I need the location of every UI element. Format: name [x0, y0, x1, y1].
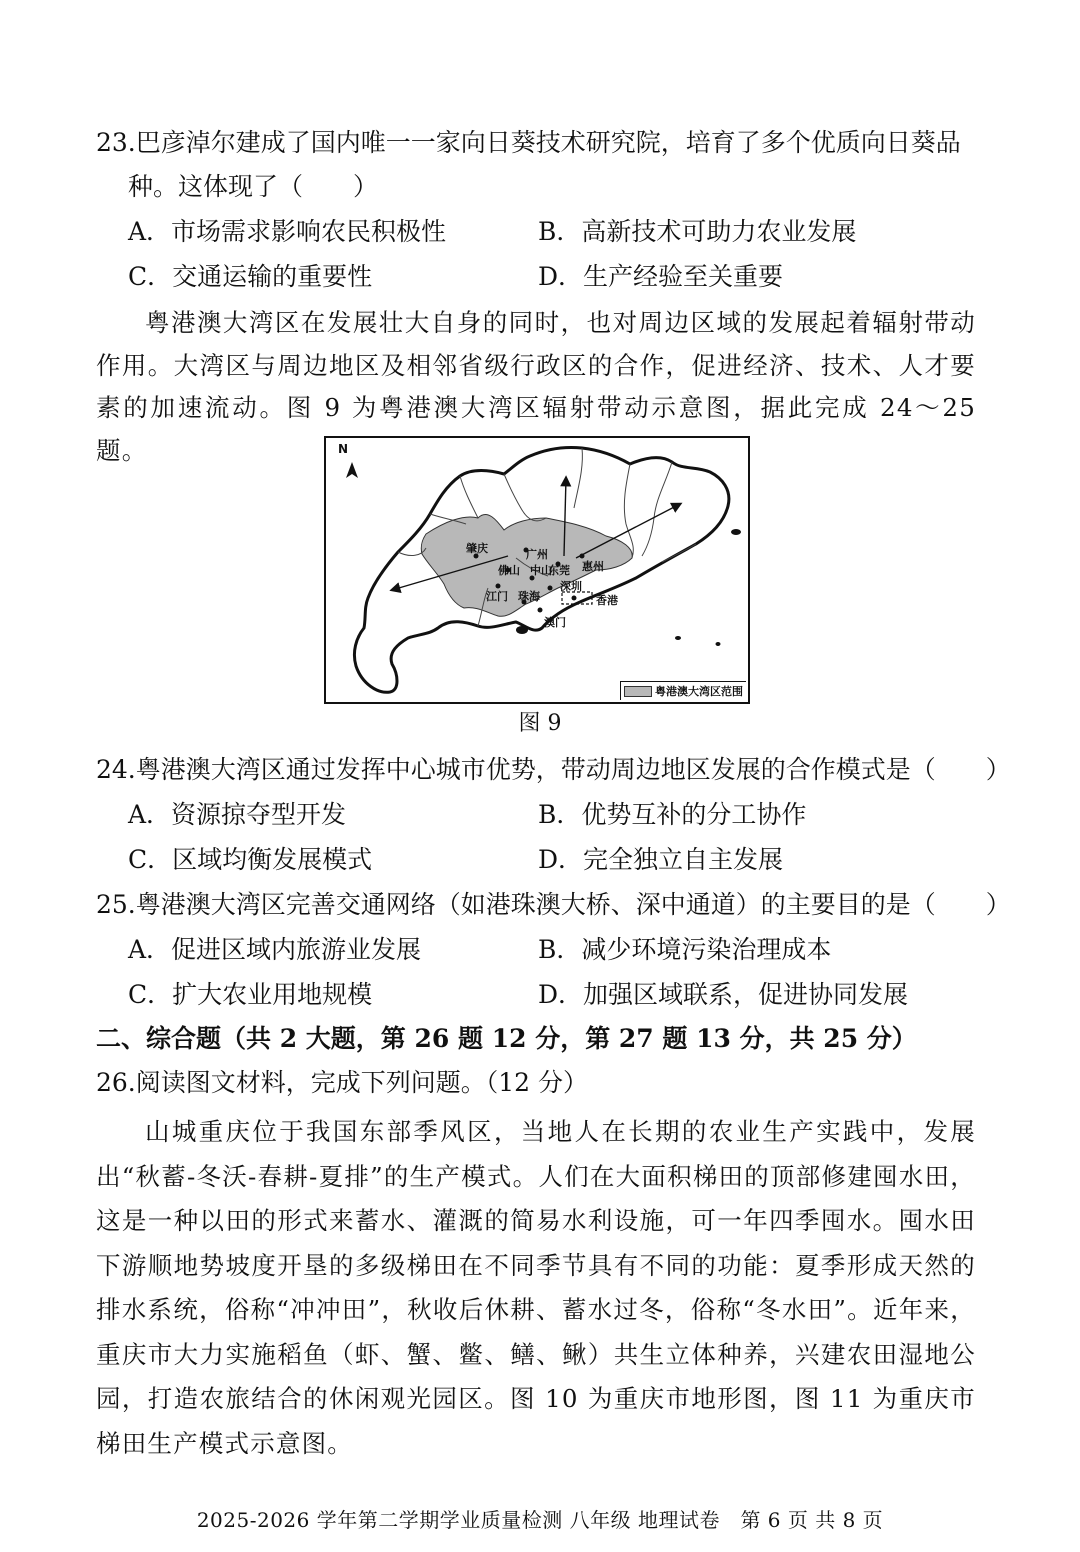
q23-option-b: B．高新技术可助力农业发展 — [538, 217, 857, 246]
q25-stem: 25.粤港澳大湾区完善交通网络（如港珠澳大桥、深中通道）的主要目的是（ ） — [96, 890, 1011, 919]
q24-option-d: D．完全独立自主发展 — [538, 845, 784, 874]
q23-stem-line1: 23.巴彦淖尔建成了国内唯一一家向日葵技术研究院，培育了多个优质向日葵品 — [96, 128, 961, 157]
map-legend — [620, 681, 746, 700]
material-gba: 粤港澳大湾区在发展壮大自身的同时，也对周边区域的发展起着辐射带动作用。大湾区与周边地区及相邻省级行政区的合作，促进经济、技术、人才要素的加速流动。图 9 为粤港澳大湾区辐射带动示意图，据此完成 24～25 题。 — [96, 308, 976, 465]
q23-option-d: D．生产经验至关重要 — [538, 262, 784, 291]
q24-stem: 24.粤港澳大湾区通过发挥中心城市优势，带动周边地区发展的合作模式是（ ） — [96, 755, 1011, 784]
figure9-caption: 图 9 — [518, 711, 562, 736]
city-label: 东莞 — [548, 564, 570, 577]
page-footer: 2025-2026 学年第二学期学业质量检测 八年级 地理试卷 第 6 页 共 8 页 — [196, 1508, 884, 1532]
q26-stem: 26.阅读图文材料，完成下列问题。（12 分） — [96, 1068, 589, 1097]
q25-option-c: C．扩大农业用地规模 — [128, 980, 373, 1009]
city-label: 中山 — [530, 564, 552, 577]
city-label: 澳门 — [544, 616, 566, 629]
q23-option-c: C．交通运输的重要性 — [128, 262, 373, 291]
q23-stem-line2: 种。这体现了（ ） — [128, 172, 379, 201]
q25-option-a: A．促进区域内旅游业发展 — [128, 935, 422, 964]
q24-option-b: B．优势互补的分工协作 — [538, 800, 807, 829]
city-label: 江门 — [486, 590, 508, 603]
city-label: 佛山 — [498, 564, 520, 577]
city-label: 肇庆 — [466, 542, 488, 555]
q23-option-a: A．市场需求影响农民积极性 — [128, 217, 447, 246]
city-label: 惠州 — [582, 560, 604, 573]
city-label: 香港 — [596, 594, 618, 607]
q25-option-d: D．加强区域联系，促进协同发展 — [538, 980, 909, 1009]
q24-option-a: A．资源掠夺型开发 — [128, 800, 347, 829]
city-label: 珠海 — [518, 590, 540, 603]
legend-label: 粤港澳大湾区范围 — [655, 685, 743, 698]
north-label: N — [338, 442, 349, 456]
city-label: 深圳 — [560, 580, 582, 593]
q24-option-c: C．区域均衡发展模式 — [128, 845, 373, 874]
q25-option-b: B．减少环境污染治理成本 — [538, 935, 832, 964]
figure9-map — [324, 436, 750, 704]
legend-swatch — [624, 686, 652, 697]
section2-heading: 二、综合题（共 2 大题，第 26 题 12 分，第 27 题 13 分，共 25 分） — [96, 1024, 917, 1053]
city-label: 广州 — [526, 548, 548, 561]
q26-material: 山城重庆位于我国东部季风区，当地人在长期的农业生产实践中，发展出“秋蓄-冬沃-春耕-夏排”的生产模式。人们在大面积梯田的顶部修建囤水田，这是一种以田的形式来蓄水、灌溉的简易水利设施，可一年四季囤水。囤水田下游顺地势坡度开垦的多级梯田在不同季节具有不同的功能：夏季形成天然的排水系统，俗称“冲冲田”，秋收后休耕、蓄水过冬，俗称“冬水田”。近年来，重庆市大力实施稻鱼（虾、蟹、鳖、鳝、鳅）共生立体种养，兴建农田湿地公园，打造农旅结合的休闲观光园区。图 10 为重庆市地形图，图 11 为重庆市梯田生产模式示意图。 — [96, 1117, 976, 1458]
